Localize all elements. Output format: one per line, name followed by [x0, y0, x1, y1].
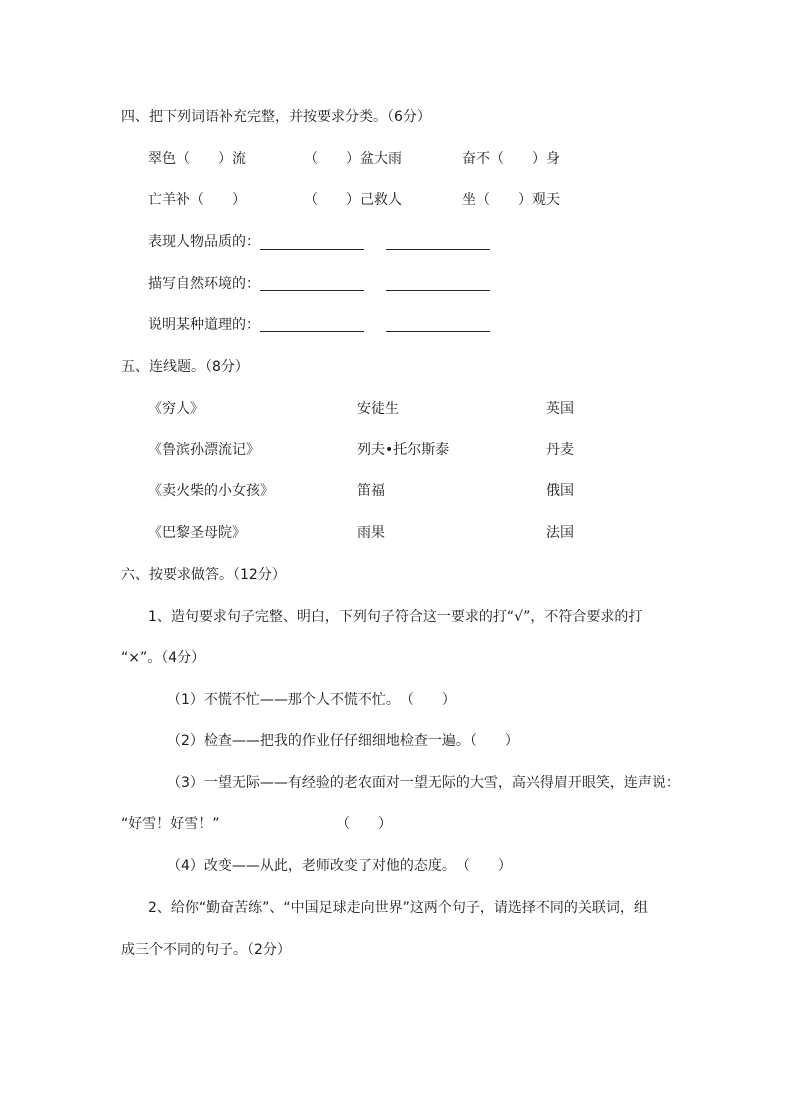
country-name: 丹麦	[546, 442, 574, 458]
word-item: 翠色（ ）流	[148, 151, 246, 167]
question-1-text: 1、造句要求句子完整、明白，下列句子符合这一要求的打“√”，不符合要求的打	[148, 609, 643, 625]
sentence-item: （2）检查——把我的作业仔仔细细地检查一遍。（ ）	[167, 733, 519, 749]
section-5-title: 五、连线题。（8分）	[121, 359, 249, 375]
author-name: 安徒生	[357, 401, 399, 417]
book-title: 《巴黎圣母院》	[148, 525, 246, 541]
answer-blank[interactable]	[260, 290, 364, 291]
category-label: 表现人物品质的：	[148, 234, 260, 250]
author-name: 列夫•托尔斯泰	[357, 442, 450, 458]
answer-blank[interactable]	[386, 290, 490, 291]
section-6-title: 六、按要求做答。（12分）	[121, 567, 286, 583]
word-item: 奋不（ ）身	[462, 151, 560, 167]
country-name: 英国	[546, 401, 574, 417]
category-label: 说明某种道理的：	[148, 317, 260, 333]
category-label: 描写自然环境的：	[148, 276, 260, 292]
word-item: 亡羊补（ ）	[148, 192, 246, 208]
country-name: 俄国	[546, 483, 574, 499]
author-name: 笛福	[357, 483, 385, 499]
question-1-text-cont: “×”。（4分）	[121, 650, 206, 666]
section-4-title: 四、把下列词语补充完整，并按要求分类。（6分）	[121, 109, 431, 125]
word-item: 坐（ ）观天	[462, 192, 560, 208]
book-title: 《鲁滨孙漂流记》	[148, 442, 260, 458]
sentence-item: （3）一望无际——有经验的老农面对一望无际的大雪，高兴得眉开眼笑，连声说：	[167, 775, 680, 791]
country-name: 法国	[546, 525, 574, 541]
sentence-item-cont: “好雪！好雪！”	[121, 816, 220, 832]
sentence-item: （1）不慌不忙——那个人不慌不忙。 （ ）	[167, 692, 456, 708]
question-2-text: 2、给你“勤奋苦练”、“中国足球走向世界”这两个句子，请选择不同的关联词，组	[148, 900, 648, 916]
book-title: 《穷人》	[148, 401, 204, 417]
word-item: （ ）己救人	[304, 192, 402, 208]
word-item: （ ）盆大雨	[304, 151, 402, 167]
author-name: 雨果	[357, 525, 385, 541]
answer-blank[interactable]	[386, 331, 490, 332]
book-title: 《卖火柴的小女孩》	[148, 483, 274, 499]
answer-blank[interactable]	[386, 249, 490, 250]
sentence-item: （4）改变——从此，老师改变了对他的态度。 （ ）	[167, 858, 512, 874]
question-2-text-cont: 成三个不同的句子。（2分）	[121, 942, 291, 958]
answer-blank[interactable]	[260, 331, 364, 332]
answer-blank[interactable]	[260, 249, 364, 250]
judgement-paren: （ ）	[336, 816, 392, 832]
